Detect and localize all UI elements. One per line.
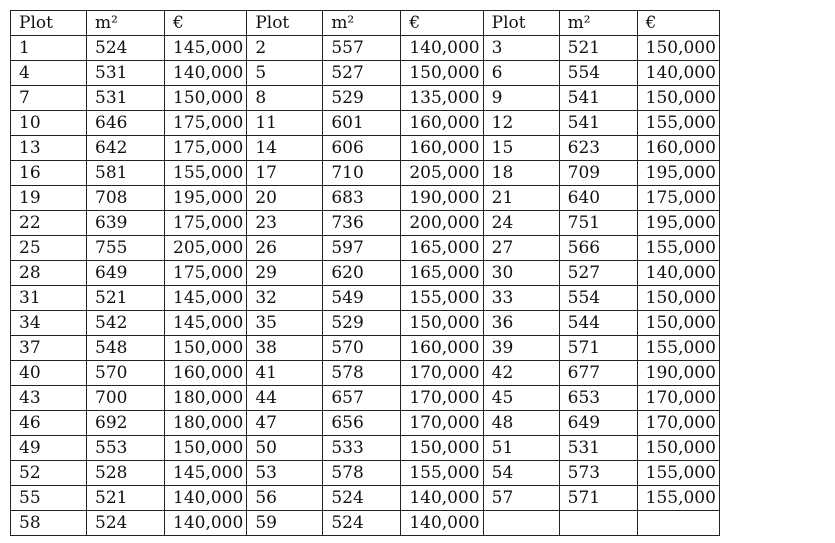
area-cell: 531 <box>87 86 165 111</box>
area-cell: 736 <box>323 211 401 236</box>
price-cell: 140,000 <box>165 61 247 86</box>
area-cell: 531 <box>87 61 165 86</box>
area-cell: 606 <box>323 136 401 161</box>
price-cell: 135,000 <box>401 86 483 111</box>
price-cell: 155,000 <box>637 111 719 136</box>
price-cell: 180,000 <box>165 386 247 411</box>
table-row <box>11 411 720 436</box>
plot-cell: 14 <box>247 136 323 161</box>
price-cell: 150,000 <box>637 286 719 311</box>
plot-cell: 19 <box>11 186 87 211</box>
plot-cell: 20 <box>247 186 323 211</box>
header-plot: Plot <box>11 11 87 36</box>
area-cell: 570 <box>87 361 165 386</box>
area-cell: 657 <box>323 386 401 411</box>
header-area: m² <box>559 11 637 36</box>
area-cell <box>559 511 637 536</box>
plot-cell: 16 <box>11 161 87 186</box>
price-cell: 155,000 <box>637 486 719 511</box>
area-cell: 521 <box>87 486 165 511</box>
price-cell: 155,000 <box>401 461 483 486</box>
plots-table-container <box>10 10 720 536</box>
price-cell: 155,000 <box>165 161 247 186</box>
area-cell: 578 <box>323 461 401 486</box>
area-cell: 524 <box>87 36 165 61</box>
area-cell: 554 <box>559 286 637 311</box>
table-row <box>11 111 720 136</box>
header-plot: Plot <box>247 11 323 36</box>
plot-cell: 34 <box>11 311 87 336</box>
plot-cell: 24 <box>483 211 559 236</box>
header-area: m² <box>323 11 401 36</box>
plot-cell: 57 <box>483 486 559 511</box>
area-cell: 692 <box>87 411 165 436</box>
price-cell: 180,000 <box>165 411 247 436</box>
plot-cell: 23 <box>247 211 323 236</box>
plot-cell: 36 <box>483 311 559 336</box>
plot-cell: 4 <box>11 61 87 86</box>
area-cell: 541 <box>559 111 637 136</box>
area-cell: 533 <box>323 436 401 461</box>
plot-cell: 5 <box>247 61 323 86</box>
area-cell: 527 <box>323 61 401 86</box>
plot-cell: 31 <box>11 286 87 311</box>
area-cell: 639 <box>87 211 165 236</box>
area-cell: 528 <box>87 461 165 486</box>
area-cell: 601 <box>323 111 401 136</box>
price-cell: 150,000 <box>637 311 719 336</box>
plot-cell: 58 <box>11 511 87 536</box>
plot-cell: 49 <box>11 436 87 461</box>
plots-table <box>10 10 720 536</box>
price-cell: 150,000 <box>165 436 247 461</box>
table-row <box>11 511 720 536</box>
plot-cell: 15 <box>483 136 559 161</box>
area-cell: 642 <box>87 136 165 161</box>
price-cell: 150,000 <box>401 311 483 336</box>
plot-cell: 54 <box>483 461 559 486</box>
price-cell: 175,000 <box>165 261 247 286</box>
plot-cell: 32 <box>247 286 323 311</box>
price-cell: 150,000 <box>401 61 483 86</box>
price-cell: 195,000 <box>637 211 719 236</box>
header-price: € <box>165 11 247 36</box>
area-cell: 683 <box>323 186 401 211</box>
price-cell: 155,000 <box>637 236 719 261</box>
table-body <box>11 36 720 536</box>
area-cell: 571 <box>559 486 637 511</box>
area-cell: 566 <box>559 236 637 261</box>
area-cell: 653 <box>559 386 637 411</box>
plot-cell: 41 <box>247 361 323 386</box>
price-cell: 160,000 <box>401 136 483 161</box>
plot-cell: 17 <box>247 161 323 186</box>
price-cell: 160,000 <box>401 111 483 136</box>
price-cell: 150,000 <box>637 36 719 61</box>
plot-cell: 3 <box>483 36 559 61</box>
area-cell: 656 <box>323 411 401 436</box>
area-cell: 529 <box>323 86 401 111</box>
area-cell: 524 <box>323 511 401 536</box>
plot-cell: 53 <box>247 461 323 486</box>
area-cell: 544 <box>559 311 637 336</box>
price-cell: 170,000 <box>401 386 483 411</box>
area-cell: 529 <box>323 311 401 336</box>
price-cell: 150,000 <box>165 336 247 361</box>
area-cell: 649 <box>559 411 637 436</box>
price-cell: 150,000 <box>165 86 247 111</box>
price-cell: 165,000 <box>401 261 483 286</box>
plot-cell: 18 <box>483 161 559 186</box>
table-row <box>11 211 720 236</box>
table-row <box>11 61 720 86</box>
price-cell: 140,000 <box>165 511 247 536</box>
plot-cell: 8 <box>247 86 323 111</box>
price-cell: 140,000 <box>637 261 719 286</box>
table-row <box>11 311 720 336</box>
plot-cell: 25 <box>11 236 87 261</box>
table-row <box>11 361 720 386</box>
header-area: m² <box>87 11 165 36</box>
plot-cell: 11 <box>247 111 323 136</box>
plot-cell: 27 <box>483 236 559 261</box>
area-cell: 646 <box>87 111 165 136</box>
area-cell: 677 <box>559 361 637 386</box>
plot-cell: 51 <box>483 436 559 461</box>
price-cell: 175,000 <box>637 186 719 211</box>
table-row <box>11 186 720 211</box>
table-row <box>11 136 720 161</box>
area-cell: 620 <box>323 261 401 286</box>
plot-cell: 59 <box>247 511 323 536</box>
plot-cell: 29 <box>247 261 323 286</box>
table-row <box>11 461 720 486</box>
price-cell: 145,000 <box>165 36 247 61</box>
price-cell <box>637 511 719 536</box>
price-cell: 170,000 <box>401 411 483 436</box>
area-cell: 541 <box>559 86 637 111</box>
table-row <box>11 236 720 261</box>
plot-cell: 12 <box>483 111 559 136</box>
price-cell: 155,000 <box>637 461 719 486</box>
price-cell: 140,000 <box>637 61 719 86</box>
price-cell: 150,000 <box>637 86 719 111</box>
price-cell: 150,000 <box>401 436 483 461</box>
price-cell: 140,000 <box>401 486 483 511</box>
plot-cell: 46 <box>11 411 87 436</box>
plot-cell: 55 <box>11 486 87 511</box>
plot-cell: 2 <box>247 36 323 61</box>
area-cell: 597 <box>323 236 401 261</box>
table-row <box>11 86 720 111</box>
area-cell: 708 <box>87 186 165 211</box>
plot-cell: 45 <box>483 386 559 411</box>
area-cell: 623 <box>559 136 637 161</box>
plot-cell: 38 <box>247 336 323 361</box>
plot-cell: 56 <box>247 486 323 511</box>
plot-cell: 26 <box>247 236 323 261</box>
plot-cell: 10 <box>11 111 87 136</box>
plot-cell: 33 <box>483 286 559 311</box>
area-cell: 542 <box>87 311 165 336</box>
plot-cell: 43 <box>11 386 87 411</box>
area-cell: 524 <box>323 486 401 511</box>
table-row <box>11 161 720 186</box>
price-cell: 155,000 <box>401 286 483 311</box>
area-cell: 549 <box>323 286 401 311</box>
plot-cell: 40 <box>11 361 87 386</box>
plot-cell: 47 <box>247 411 323 436</box>
plot-cell: 37 <box>11 336 87 361</box>
header-plot: Plot <box>483 11 559 36</box>
area-cell: 578 <box>323 361 401 386</box>
area-cell: 521 <box>87 286 165 311</box>
plot-cell: 22 <box>11 211 87 236</box>
plot-cell: 48 <box>483 411 559 436</box>
plot-cell: 52 <box>11 461 87 486</box>
price-cell: 155,000 <box>637 336 719 361</box>
plot-cell: 44 <box>247 386 323 411</box>
price-cell: 160,000 <box>165 361 247 386</box>
plot-cell: 42 <box>483 361 559 386</box>
area-cell: 751 <box>559 211 637 236</box>
area-cell: 524 <box>87 511 165 536</box>
price-cell: 140,000 <box>165 486 247 511</box>
area-cell: 553 <box>87 436 165 461</box>
area-cell: 557 <box>323 36 401 61</box>
price-cell: 190,000 <box>637 361 719 386</box>
area-cell: 700 <box>87 386 165 411</box>
table-row <box>11 436 720 461</box>
plot-cell: 6 <box>483 61 559 86</box>
price-cell: 190,000 <box>401 186 483 211</box>
area-cell: 527 <box>559 261 637 286</box>
table-row <box>11 486 720 511</box>
price-cell: 205,000 <box>165 236 247 261</box>
plot-cell: 28 <box>11 261 87 286</box>
area-cell: 570 <box>323 336 401 361</box>
price-cell: 200,000 <box>401 211 483 236</box>
price-cell: 160,000 <box>637 136 719 161</box>
area-cell: 571 <box>559 336 637 361</box>
price-cell: 160,000 <box>401 336 483 361</box>
area-cell: 573 <box>559 461 637 486</box>
table-row <box>11 36 720 61</box>
table-row <box>11 261 720 286</box>
price-cell: 140,000 <box>401 511 483 536</box>
price-cell: 145,000 <box>165 461 247 486</box>
price-cell: 140,000 <box>401 36 483 61</box>
plot-cell: 21 <box>483 186 559 211</box>
table-row <box>11 386 720 411</box>
price-cell: 175,000 <box>165 136 247 161</box>
area-cell: 710 <box>323 161 401 186</box>
plot-cell: 39 <box>483 336 559 361</box>
table-row <box>11 336 720 361</box>
price-cell: 170,000 <box>637 386 719 411</box>
plot-cell: 50 <box>247 436 323 461</box>
area-cell: 709 <box>559 161 637 186</box>
plot-cell: 30 <box>483 261 559 286</box>
price-cell: 195,000 <box>165 186 247 211</box>
price-cell: 175,000 <box>165 211 247 236</box>
price-cell: 175,000 <box>165 111 247 136</box>
table-row <box>11 286 720 311</box>
area-cell: 531 <box>559 436 637 461</box>
header-row <box>11 11 720 36</box>
area-cell: 554 <box>559 61 637 86</box>
price-cell: 195,000 <box>637 161 719 186</box>
plot-cell: 35 <box>247 311 323 336</box>
plot-cell: 9 <box>483 86 559 111</box>
plot-cell <box>483 511 559 536</box>
price-cell: 150,000 <box>637 436 719 461</box>
price-cell: 170,000 <box>401 361 483 386</box>
area-cell: 649 <box>87 261 165 286</box>
plot-cell: 13 <box>11 136 87 161</box>
area-cell: 521 <box>559 36 637 61</box>
area-cell: 640 <box>559 186 637 211</box>
area-cell: 548 <box>87 336 165 361</box>
price-cell: 145,000 <box>165 286 247 311</box>
price-cell: 205,000 <box>401 161 483 186</box>
price-cell: 165,000 <box>401 236 483 261</box>
area-cell: 581 <box>87 161 165 186</box>
price-cell: 170,000 <box>637 411 719 436</box>
header-price: € <box>401 11 483 36</box>
header-price: € <box>637 11 719 36</box>
plot-cell: 1 <box>11 36 87 61</box>
area-cell: 755 <box>87 236 165 261</box>
price-cell: 145,000 <box>165 311 247 336</box>
plot-cell: 7 <box>11 86 87 111</box>
